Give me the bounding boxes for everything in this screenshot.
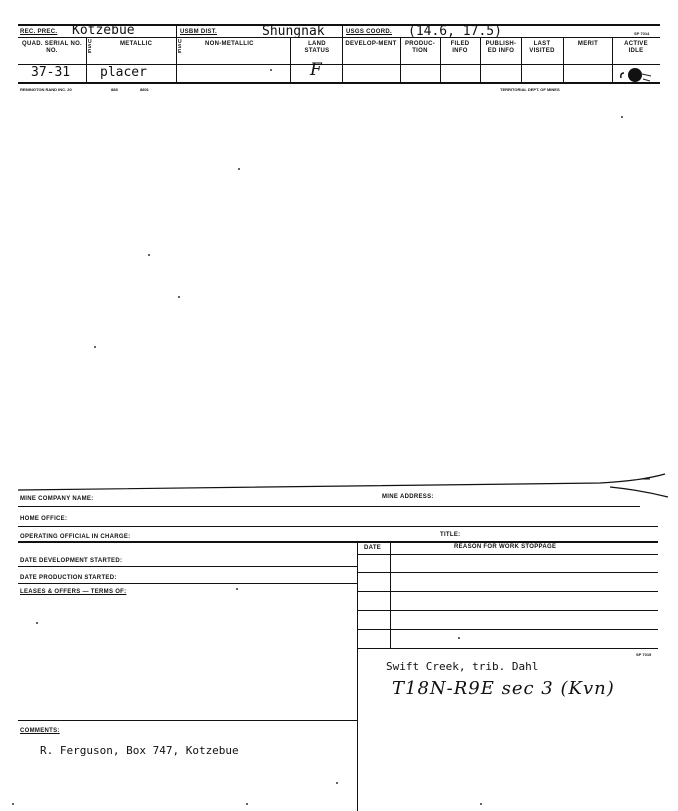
paper-speck [621,116,623,118]
quad-serial-header: QUAD. SERIAL NO. NO. [21,41,83,54]
paper-speck [238,168,240,170]
usbm-dist-value: Shungnak [262,24,325,39]
date-production-label: DATE PRODUCTION STARTED: [20,575,117,581]
territorial-dept: TERRITORIAL DEPT. OF MINES [500,87,560,92]
divider [563,37,564,82]
paper-speck [148,254,150,256]
divider [521,37,522,82]
last-visited-header: LAST VISITED [529,41,555,54]
land-status-value: F [310,60,323,80]
divider [86,37,87,82]
metallic-header: METALLIC [120,41,153,47]
date-development-label: DATE DEVELOPMENT STARTED: [20,558,123,564]
paper-speck [36,622,38,624]
rule [18,506,640,507]
form-number-bottom: SP 7015 [636,652,652,657]
title-label: TITLE: [440,532,461,538]
location-handwritten: T18N-R9E sec 3 (Kvn) [392,678,615,699]
date-header: DATE [364,545,382,551]
mine-company-name-label: MINE COMPANY NAME: [20,496,94,502]
active-idle-header: ACTIVE IDLE [624,41,648,54]
usgs-coord-label: USGS COORD. [346,29,392,35]
rule [18,566,357,567]
non-metallic-header: NON-METALLIC [205,41,254,47]
paper-speck [336,782,338,784]
divider [612,37,613,82]
paper-speck [12,803,14,805]
top-card-bottom-rule [18,82,660,84]
paper-speck [236,588,238,590]
comments-value: R. Ferguson, Box 747, Kotzebue [40,744,239,757]
rule [357,572,658,573]
usgs-coord-value: (14.6, 17.5) [408,24,502,39]
rule [18,526,658,527]
divider [440,37,441,82]
printer-code-1: 888 [111,87,118,92]
divider [342,24,343,82]
rule [18,720,357,721]
divider [400,37,401,82]
rule [357,648,658,649]
paper-speck [94,346,96,348]
mine-address-label: MINE ADDRESS: [382,494,434,500]
location-typed: Swift Creek, trib. Dahl [386,660,539,673]
reason-header: REASON FOR WORK STOPPAGE [454,544,557,550]
production-header: PRODUC-TION [404,41,436,54]
paper-speck [178,296,180,298]
ink-speck [270,69,272,71]
operating-official-label: OPERATING OFFICIAL IN CHARGE: [20,534,131,540]
rule [18,541,658,543]
rec-prec-label: REC. PREC. [20,29,58,35]
metallic-value: placer [100,65,147,80]
development-header: DEVELOP-MENT [345,41,397,47]
divider [176,24,177,82]
quad-serial-value: 37-31 [31,65,71,80]
rule [357,610,658,611]
usbm-dist-label: USBM DIST. [180,29,218,35]
divider [480,37,481,82]
leases-offers-label: LEASES & OFFERS — TERMS OF: [20,589,127,595]
rule [357,591,658,592]
comments-label: COMMENTS: [20,728,60,734]
paper-speck [246,803,248,805]
rule [18,583,357,584]
paper-speck [458,637,460,639]
ink-blot-icon [618,66,654,84]
merit-header: MERIT [577,41,599,47]
land-status-header: LAND STATUS [304,41,330,54]
rule [357,554,658,555]
home-office-label: HOME OFFICE: [20,516,68,522]
form-number: SP 7014 [634,31,650,36]
use-nonmetallic-letters: U S E [178,39,182,55]
rule [357,629,658,630]
published-info-header: PUBLISH-ED INFO [485,41,517,54]
filed-info-header: FILED INFO [450,41,470,54]
divider [290,37,291,82]
printer-code-2: 8801 [140,87,149,92]
use-metallic-letters: U S E [88,39,92,55]
center-divider [357,541,358,811]
paper-speck [480,803,482,805]
date-column-divider [390,541,391,649]
printer-imprint: REMINGTON RAND INC. 20 [20,87,72,92]
rec-prec-value: Kotzebue [72,23,135,38]
card-edge-curl [0,470,678,500]
